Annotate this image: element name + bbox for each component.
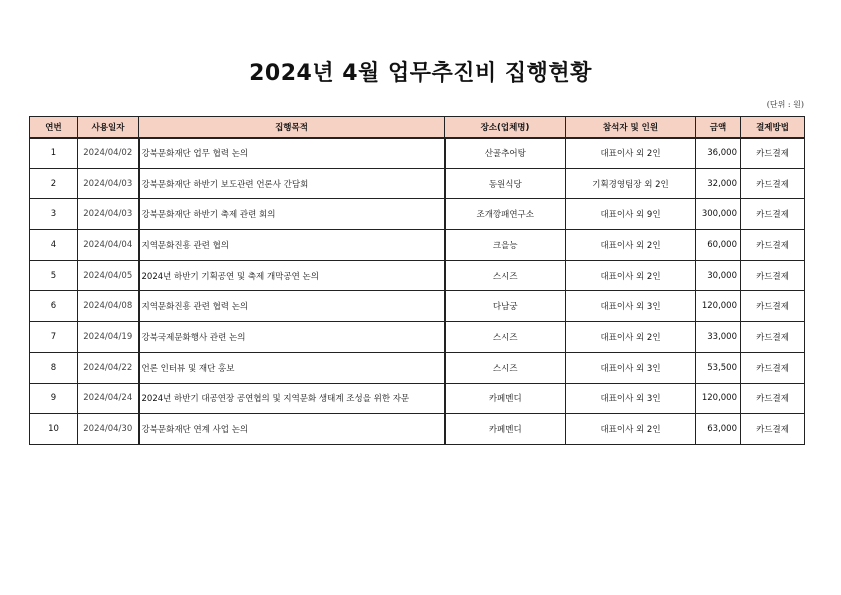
cell-amount: 63,000	[696, 414, 741, 445]
cell-payment: 카드결제	[741, 230, 805, 261]
cell-date: 2024/04/04	[78, 230, 139, 261]
cell-no: 7	[30, 322, 78, 353]
cell-payment: 카드결제	[741, 168, 805, 199]
cell-no: 4	[30, 230, 78, 261]
table-row	[30, 230, 805, 261]
cell-place: 카페멘디	[445, 383, 566, 414]
cell-attendees: 대표이사 외 3인	[566, 291, 696, 322]
col-header-payment: 결제방법	[741, 117, 805, 138]
cell-attendees: 대표이사 외 3인	[566, 352, 696, 383]
cell-amount: 33,000	[696, 322, 741, 353]
table-row	[30, 352, 805, 383]
cell-purpose: 강북문화재단 연계 사업 논의	[139, 414, 445, 445]
table-row	[30, 414, 805, 445]
cell-amount: 120,000	[696, 291, 741, 322]
cell-date: 2024/04/03	[78, 199, 139, 230]
cell-attendees: 기획경영팀장 외 2인	[566, 168, 696, 199]
cell-no: 1	[30, 138, 78, 169]
table-row	[30, 260, 805, 291]
cell-place: 카페멘디	[445, 414, 566, 445]
cell-attendees: 대표이사 외 2인	[566, 414, 696, 445]
header-row	[30, 117, 805, 138]
col-header-purpose: 집행목적	[139, 117, 445, 138]
cell-attendees: 대표이사 외 9인	[566, 199, 696, 230]
cell-payment: 카드결제	[741, 414, 805, 445]
cell-purpose: 2024년 하반기 기획공연 및 축제 개막공연 논의	[139, 260, 445, 291]
table-row	[30, 138, 805, 169]
cell-date: 2024/04/24	[78, 383, 139, 414]
cell-purpose: 지역문화진흥 관련 협력 논의	[139, 291, 445, 322]
cell-purpose: 지역문화진흥 관련 협의	[139, 230, 445, 261]
cell-place: 스시즈	[445, 322, 566, 353]
cell-purpose: 언론 인터뷰 및 재단 홍보	[139, 352, 445, 383]
cell-place: 크을능	[445, 230, 566, 261]
cell-purpose: 2024년 하반기 대공연장 공연협의 및 지역문화 생태계 조성을 위한 자문	[139, 383, 445, 414]
cell-date: 2024/04/03	[78, 168, 139, 199]
table-row	[30, 322, 805, 353]
expense-table	[29, 116, 805, 445]
table-row	[30, 199, 805, 230]
cell-amount: 53,500	[696, 352, 741, 383]
cell-date: 2024/04/30	[78, 414, 139, 445]
cell-place: 다남궁	[445, 291, 566, 322]
cell-amount: 120,000	[696, 383, 741, 414]
cell-date: 2024/04/05	[78, 260, 139, 291]
cell-place: 조개깡패연구소	[445, 199, 566, 230]
cell-place: 스시즈	[445, 260, 566, 291]
table-row	[30, 291, 805, 322]
cell-payment: 카드결제	[741, 199, 805, 230]
cell-date: 2024/04/02	[78, 138, 139, 169]
cell-payment: 카드결제	[741, 352, 805, 383]
cell-no: 10	[30, 414, 78, 445]
col-header-amount: 금액	[696, 117, 741, 138]
cell-no: 5	[30, 260, 78, 291]
cell-date: 2024/04/19	[78, 322, 139, 353]
table-row	[30, 168, 805, 199]
cell-payment: 카드결제	[741, 322, 805, 353]
col-header-date: 사용일자	[78, 117, 139, 138]
cell-attendees: 대표이사 외 2인	[566, 230, 696, 261]
cell-amount: 30,000	[696, 260, 741, 291]
cell-no: 8	[30, 352, 78, 383]
cell-no: 9	[30, 383, 78, 414]
cell-place: 동원식당	[445, 168, 566, 199]
col-header-no: 연번	[30, 117, 78, 138]
cell-attendees: 대표이사 외 2인	[566, 260, 696, 291]
cell-place: 산골추어탕	[445, 138, 566, 169]
col-header-attendees: 참석자 및 인원	[566, 117, 696, 138]
cell-payment: 카드결제	[741, 260, 805, 291]
cell-no: 3	[30, 199, 78, 230]
cell-no: 2	[30, 168, 78, 199]
cell-attendees: 대표이사 외 2인	[566, 322, 696, 353]
cell-place: 스시즈	[445, 352, 566, 383]
cell-purpose: 강북국제문화행사 관련 논의	[139, 322, 445, 353]
unit-label: (단위 : 원)	[766, 100, 804, 109]
cell-amount: 300,000	[696, 199, 741, 230]
cell-payment: 카드결제	[741, 291, 805, 322]
cell-amount: 36,000	[696, 138, 741, 169]
cell-attendees: 대표이사 외 2인	[566, 138, 696, 169]
page-title: 2024년 4월 업무추진비 집행현황	[249, 61, 592, 86]
cell-date: 2024/04/08	[78, 291, 139, 322]
table-row	[30, 383, 805, 414]
cell-payment: 카드결제	[741, 383, 805, 414]
cell-no: 6	[30, 291, 78, 322]
cell-amount: 60,000	[696, 230, 741, 261]
cell-purpose: 강북문화재단 하반기 축제 관련 회의	[139, 199, 445, 230]
cell-purpose: 강북문화재단 업무 협력 논의	[139, 138, 445, 169]
cell-date: 2024/04/22	[78, 352, 139, 383]
cell-amount: 32,000	[696, 168, 741, 199]
cell-attendees: 대표이사 외 3인	[566, 383, 696, 414]
cell-purpose: 강북문화재단 하반기 보도관련 언론사 간담회	[139, 168, 445, 199]
cell-payment: 카드결제	[741, 138, 805, 169]
col-header-place: 장소(업체명)	[445, 117, 566, 138]
